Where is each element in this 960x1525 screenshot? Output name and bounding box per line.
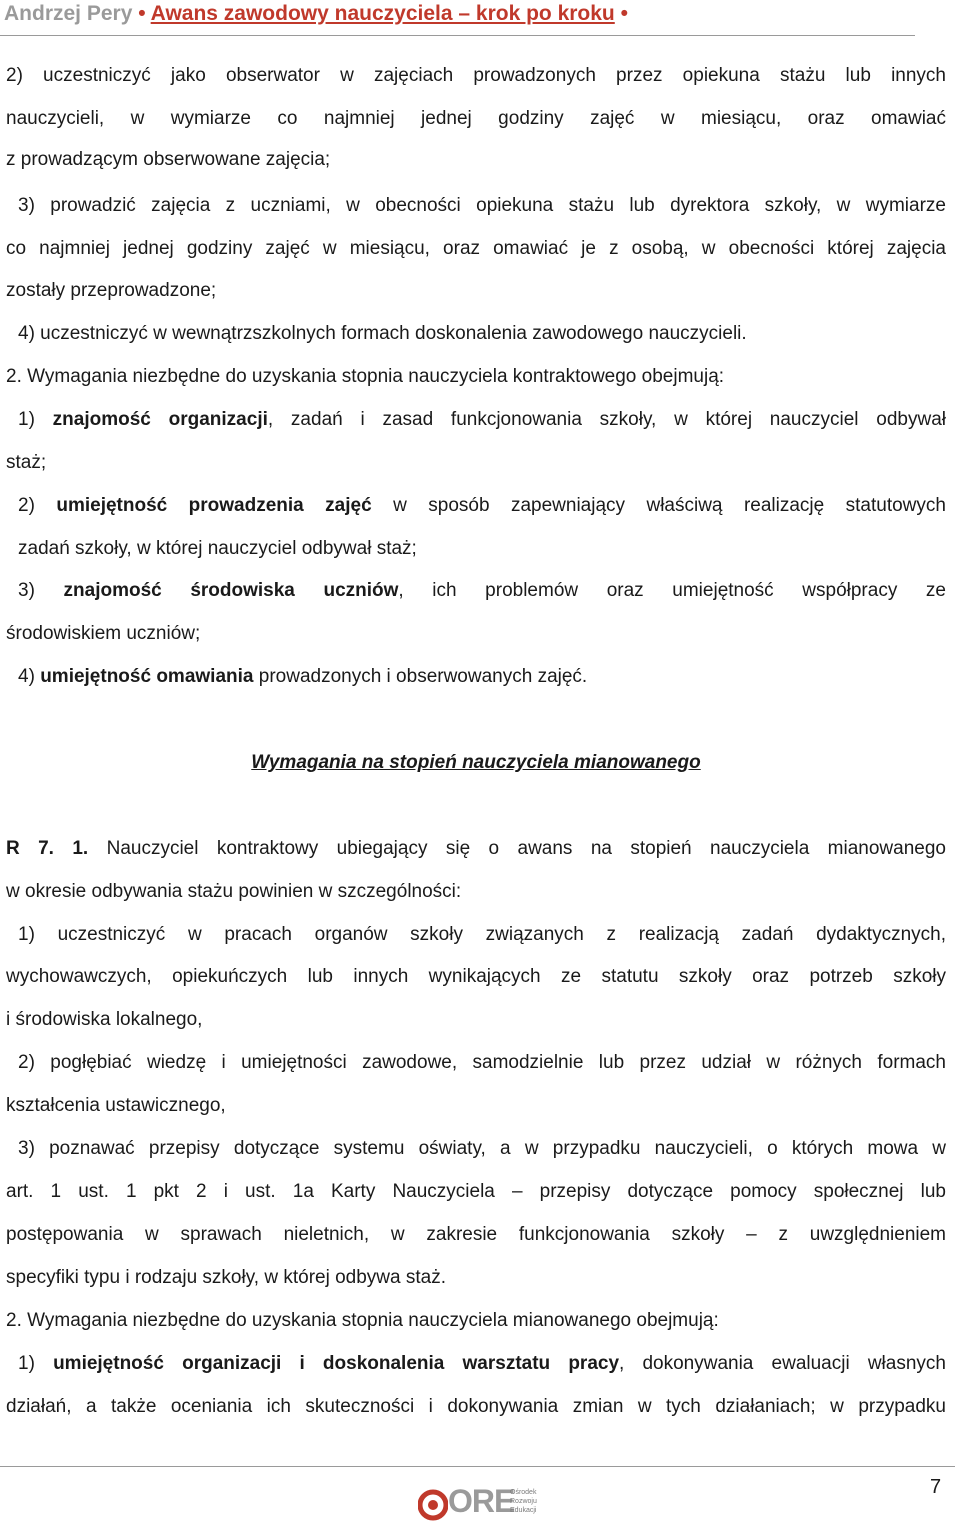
text-line: 3) znajomość środowiska uczniów, ich problemów oraz umiejętność współpracy ze [18, 580, 946, 601]
text-line: wychowawczych, opiekuńczych lub innych wynikających ze statutu szkoły oraz potrzeb szkoły [6, 966, 946, 987]
text-line: środowiskiem uczniów; [6, 623, 201, 644]
text-line: specyfiki typu i rodzaju szkoły, w której odbywa staż. [6, 1267, 446, 1288]
text-line: co najmniej jednej godziny zajęć w miesiącu, oraz omawiać je z osobą, w obecności której zajęcia [6, 238, 946, 259]
text-line: 2) pogłębiać wiedzę i umiejętności zawodowe, samodzielnie lub przez udział w różnych formach [18, 1052, 946, 1073]
header-title: Awans zawodowy nauczyciela – krok po kroku [150, 2, 615, 25]
text-line: 4) umiejętność omawiania prowadzonych i obserwowanych zajęć. [18, 666, 588, 687]
section-heading: Wymagania na stopień nauczyciela mianowanego [251, 752, 701, 773]
text-line: zostały przeprowadzone; [6, 280, 217, 301]
ore-logo [418, 1483, 558, 1523]
text-line: staż; [6, 452, 47, 473]
text-line: 1) znajomość organizacji, zadań i zasad funkcjonowania szkoły, w której nauczyciel odbywał [18, 409, 946, 430]
text-line: 3) prowadzić zajęcia z uczniami, w obecności opiekuna stażu lub dyrektora szkoły, w wymiarze [18, 195, 946, 216]
text-line: kształcenia ustawicznego, [6, 1095, 226, 1116]
text-line: postępowania w sprawach nieletnich, w zakresie funkcjonowania szkoły – z uwzględnieniem [6, 1224, 946, 1245]
text-line: 3) poznawać przepisy dotyczące systemu oświaty, a w przypadku nauczycieli, o których mowa w [18, 1138, 946, 1159]
text-line: 1) umiejętność organizacji i doskonalenia warsztatu pracy, dokonywania ewaluacji własnych [18, 1353, 946, 1374]
header-bullet-1: • [138, 2, 151, 25]
text-line: R 7. 1. Nauczyciel kontraktowy ubiegający się o awans na stopień nauczyciela mianowanego [6, 838, 946, 859]
text-line: 2) uczestniczyć jako obserwator w zajęciach prowadzonych przez opiekuna stażu lub innych [6, 65, 946, 86]
text-line: zadań szkoły, w której nauczyciel odbywał staż; [18, 538, 417, 559]
text-line: 4) uczestniczyć w wewnątrzszkolnych formach doskonalenia zawodowego nauczycieli. [18, 323, 747, 344]
logo-subtitle: Ośrodek Rozwoju Edukacji [510, 1489, 537, 1514]
logo-text: ORE [448, 1483, 515, 1519]
text-line: 2) umiejętność prowadzenia zajęć w sposób zapewniający właściwą realizację statutowych [18, 495, 946, 516]
page-number: 7 [930, 1476, 942, 1498]
text-line: z prowadzącym obserwowane zajęcia; [6, 149, 331, 170]
text-line: nauczycieli, w wymiarze co najmniej jednej godziny zajęć w miesiącu, oraz omawiać [6, 108, 946, 129]
footer-rule [0, 1466, 955, 1467]
text-line: 1) uczestniczyć w pracach organów szkoły związanych z realizacją zadań dydaktycznych, [18, 924, 946, 945]
header-rule [0, 35, 915, 36]
text-line: działań, a także oceniania ich skuteczności i dokonywania zmian w tych działaniach; w przypadku [6, 1396, 946, 1417]
text-line: 2. Wymagania niezbędne do uzyskania stopnia nauczyciela kontraktowego obejmują: [6, 366, 725, 387]
text-line: 2. Wymagania niezbędne do uzyskania stopnia nauczyciela mianowanego obejmują: [6, 1310, 719, 1331]
text-line: art. 1 ust. 1 pkt 2 i ust. 1a Karty Nauczyciela – przepisy dotyczące pomocy społecznej lub [6, 1181, 946, 1202]
text-line: i środowiska lokalnego, [6, 1009, 203, 1030]
header-bullet-2: • [620, 2, 628, 25]
page-header [0, 0, 960, 36]
header-text [4, 0, 628, 28]
ore-logo-mark-icon [418, 1487, 448, 1523]
header-author: Andrzej Pery [4, 2, 133, 25]
text-line: w okresie odbywania stażu powinien w szczególności: [6, 881, 462, 902]
